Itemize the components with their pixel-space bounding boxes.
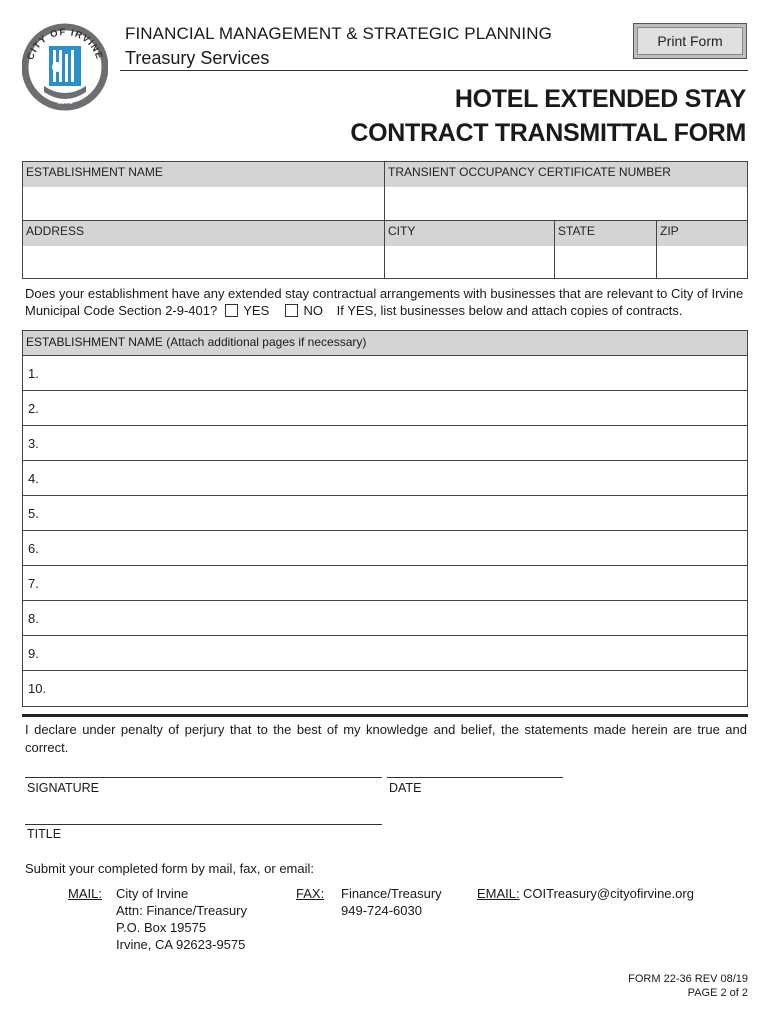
establishment-list xyxy=(22,330,748,707)
city-field[interactable] xyxy=(385,221,555,278)
title-line[interactable] xyxy=(25,824,382,825)
declaration-text: I declare under penalty of perjury that to the best of my knowledge and belief, the statements made herein are true and correct. xyxy=(25,722,747,755)
state-label: STATE xyxy=(555,221,656,246)
list-item[interactable]: 6. xyxy=(23,531,747,566)
header-divider xyxy=(120,70,748,71)
email-address[interactable]: COITreasury@cityofirvine.org xyxy=(523,886,694,901)
zip-label: ZIP xyxy=(657,221,747,246)
page-number: PAGE 2 of 2 xyxy=(687,987,748,999)
form-title-line-1: HOTEL EXTENDED STAY xyxy=(454,85,746,113)
form-title xyxy=(350,82,746,150)
establishment-info-grid xyxy=(22,161,748,279)
question-code-section: Municipal Code Section 2-9-401? xyxy=(25,303,218,318)
city-of-irvine-seal xyxy=(22,20,108,112)
print-form-label: Print Form xyxy=(637,27,743,55)
title-label: TITLE xyxy=(27,827,62,841)
establishment-name-label: ESTABLISHMENT NAME xyxy=(23,162,384,187)
list-item[interactable]: 8. xyxy=(23,601,747,636)
email-label: EMAIL: xyxy=(477,886,520,901)
city-label: CITY xyxy=(385,221,554,246)
list-item[interactable]: 10. xyxy=(28,681,47,696)
list-item[interactable]: 4. xyxy=(23,461,747,496)
toc-number-label: TRANSIENT OCCUPANCY CERTIFICATE NUMBER xyxy=(385,162,747,187)
fax-label: FAX: xyxy=(296,886,325,901)
date-line[interactable] xyxy=(387,777,563,778)
no-label: NO xyxy=(303,303,324,318)
mail-address-line: Attn: Finance/Treasury xyxy=(116,903,248,918)
list-item[interactable]: 1. xyxy=(23,356,747,391)
address-field[interactable] xyxy=(23,221,385,278)
form-footer xyxy=(628,972,748,1000)
mail-address-line: Irvine, CA 92623-9575 xyxy=(116,937,246,952)
signature-line[interactable] xyxy=(25,777,382,778)
no-checkbox[interactable] xyxy=(285,304,298,317)
form-number: FORM 22-36 REV 08/19 xyxy=(628,973,748,985)
submit-instructions: Submit your completed form by mail, fax, or email: xyxy=(25,861,314,876)
seal-year: 1971 xyxy=(57,99,73,106)
form-title-line-2: CONTRACT TRANSMITTAL FORM xyxy=(350,119,746,147)
seal-arc-text: CITY OF IRVINE xyxy=(25,26,105,62)
section-divider xyxy=(22,714,748,717)
question-instruction: If YES, list businesses below and attach copies of contracts. xyxy=(336,303,683,318)
mail-address xyxy=(116,885,247,953)
fax-info xyxy=(341,885,442,919)
mail-label: MAIL: xyxy=(68,886,102,901)
state-field[interactable] xyxy=(555,221,657,278)
extended-stay-question xyxy=(25,285,747,319)
list-item[interactable]: 5. xyxy=(23,496,747,531)
division-name: Treasury Services xyxy=(125,48,270,68)
fax-number: 949-724-6030 xyxy=(341,903,422,918)
date-label: DATE xyxy=(389,781,422,795)
question-line-1: Does your establishment have any extended stay contractual arrangements with businesses that are relevant to City of Irvine xyxy=(25,286,744,301)
department-name: FINANCIAL MANAGEMENT & STRATEGIC PLANNING xyxy=(125,24,552,43)
toc-number-field[interactable] xyxy=(385,162,747,221)
mail-address-line: City of Irvine xyxy=(116,886,189,901)
print-form-button[interactable] xyxy=(633,23,747,59)
mail-address-line: P.O. Box 19575 xyxy=(116,920,207,935)
list-item[interactable]: 3. xyxy=(23,426,747,461)
list-item[interactable]: 9. xyxy=(23,636,747,671)
fax-line: Finance/Treasury xyxy=(341,886,442,901)
list-item[interactable]: 7. xyxy=(23,566,747,601)
yes-label: YES xyxy=(243,303,270,318)
zip-field[interactable] xyxy=(657,221,747,278)
address-label: ADDRESS xyxy=(23,221,384,246)
yes-checkbox[interactable] xyxy=(225,304,238,317)
signature-label: SIGNATURE xyxy=(27,781,99,795)
list-item[interactable]: 2. xyxy=(23,391,747,426)
question-line-2 xyxy=(25,302,747,319)
establishment-name-field[interactable] xyxy=(23,162,385,221)
establishment-list-header: ESTABLISHMENT NAME (Attach additional pages if necessary) xyxy=(23,331,747,356)
